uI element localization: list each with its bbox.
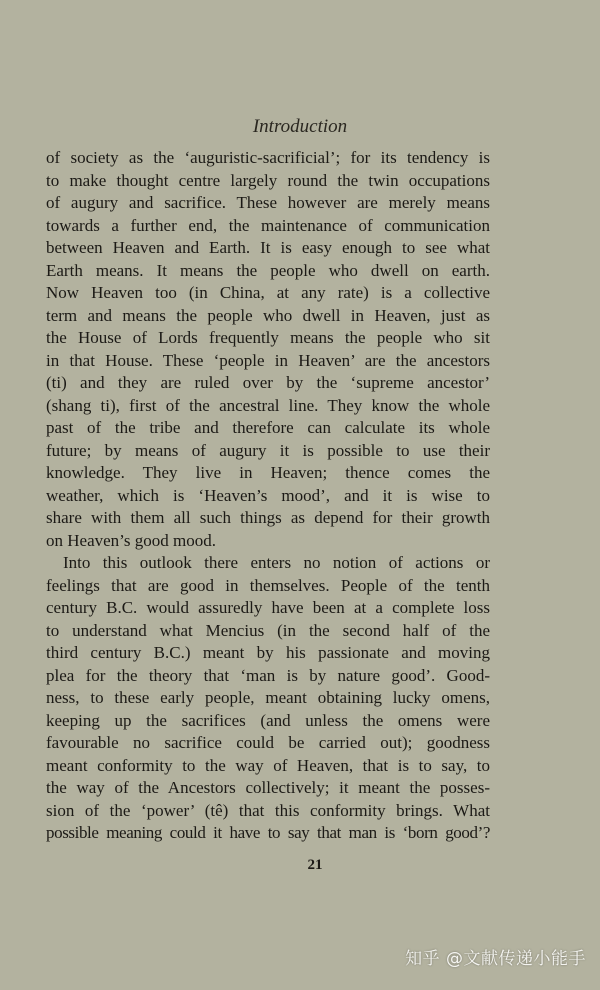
text-line: Earth means. It means the people who dwell on earth. [46, 260, 490, 280]
text-line: the House of Lords frequently means the people who sit [46, 328, 490, 347]
text-line: of augury and sacrifice. These however are merely means [46, 193, 490, 212]
running-title: Introduction [252, 116, 348, 137]
text-line: (shang ti), first of the ancestral line. They know the whole [46, 395, 490, 415]
text-line: sion of the ‘power’ (tê) that this conformity brings. What [46, 800, 490, 820]
text-line: in that House. These ‘people in Heaven’ are the ancestors [46, 350, 490, 370]
text-line: Now Heaven too (in China, at any rate) is a collective [46, 283, 490, 302]
text-line: weather, which is ‘Heaven’s mood’, and it is wise to [46, 485, 490, 505]
text-line: century B.C. would assuredly have been at a complete loss [46, 598, 490, 617]
text-line: between Heaven and Earth. It is easy enough to see what [46, 238, 490, 257]
text-line: meant conformity to the way of Heaven, that is to say, to [46, 755, 490, 775]
text-line: feelings that are good in themselves. People of the tenth [46, 575, 490, 595]
paragraph-2 [46, 552, 490, 845]
text-line: term and means the people who dwell in Heaven, just as [46, 305, 490, 325]
text-line: knowledge. They live in Heaven; thence comes the [46, 463, 490, 482]
page-number: 21 [307, 857, 323, 873]
text-line: to make thought centre largely round the twin occupations [46, 170, 490, 190]
text-line: third century B.C.) meant by his passionate and moving [46, 643, 490, 662]
text-line: on Heaven’s good mood. [46, 530, 216, 550]
text-line: to understand what Mencius (in the second half of the [46, 620, 490, 640]
text-line: keeping up the sacrifices (and unless the omens were [46, 710, 490, 730]
text-line: past of the tribe and therefore can calculate its whole [46, 418, 490, 437]
text-line: ness, to these early people, meant obtaining lucky omens, [46, 688, 490, 707]
text-line: towards a further end, the maintenance of communication [46, 215, 490, 235]
paragraph-1 [46, 147, 490, 552]
watermark-text: 知乎 @文献传递小能手 [405, 949, 586, 969]
text-line: favourable no sacrifice could be carried out); goodness [46, 733, 490, 752]
text-line: possible meaning could it have to say that man is ‘born good’? [46, 823, 490, 842]
text-line: future; by means of augury it is possible to use their [46, 440, 490, 460]
body-text [46, 147, 490, 845]
text-line: share with them all such things as depend for their growth [46, 508, 490, 527]
text-line: (ti) and they are ruled over by the ‘supreme ancestor’ [46, 373, 490, 392]
text-line: of society as the ‘auguristic-sacrificial’; for its tendency is [46, 148, 490, 167]
text-line: the way of the Ancestors collectively; it meant the posses- [46, 778, 490, 797]
text-line: Into this outlook there enters no notion of actions or [63, 553, 490, 572]
text-line: plea for the theory that ‘man is by nature good’. Good- [46, 665, 490, 685]
